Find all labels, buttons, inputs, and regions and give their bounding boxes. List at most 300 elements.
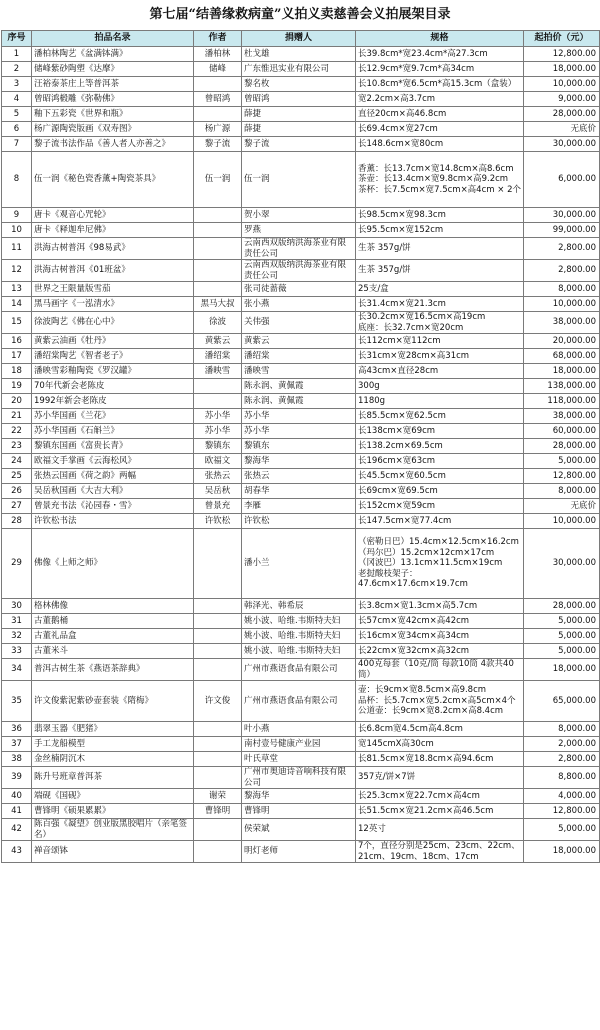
cell-donor: 广东惟迅实业有限公司: [242, 62, 356, 77]
cell-author: [194, 77, 242, 92]
cell-author: 苏小华: [194, 409, 242, 424]
cell-start-price: 4,000.00: [524, 789, 600, 804]
cell-start-price: 2,000.00: [524, 737, 600, 752]
cell-no: 37: [2, 737, 32, 752]
cell-donor: 侯荣斌: [242, 819, 356, 841]
cell-item-name: 汪裕泰茶庄上等普洱茶: [32, 77, 194, 92]
cell-item-name: 釉下五彩瓷《世界和瓶》: [32, 107, 194, 122]
cell-specs: 生茶 357g/饼: [356, 260, 524, 282]
cell-author: [194, 659, 242, 681]
cell-specs: 长39.8cm*宽23.4cm*高27.3cm: [356, 47, 524, 62]
cell-no: 6: [2, 122, 32, 137]
cell-specs: 长85.5cm×宽62.5cm: [356, 409, 524, 424]
cell-item-name: 古董鹅桶: [32, 614, 194, 629]
cell-author: 吴岳秋: [194, 484, 242, 499]
cell-item-name: 黎镇东国画《富贵长青》: [32, 439, 194, 454]
cell-specs: 长98.5cm×宽98.3cm: [356, 208, 524, 223]
cell-specs: 长30.2cm×宽16.5cm×高19cm 底座：长32.7cm×宽20cm: [356, 312, 524, 334]
cell-donor: 关伟强: [242, 312, 356, 334]
cell-item-name: 陈百强《凝望》创业版黑胶唱片（亲笔签名）: [32, 819, 194, 841]
cell-donor: 薛捷: [242, 122, 356, 137]
cell-author: 潘柏林: [194, 47, 242, 62]
cell-author: 欧福文: [194, 454, 242, 469]
cell-no: 33: [2, 644, 32, 659]
table-row: [2, 737, 600, 752]
table-row: [2, 152, 600, 208]
cell-start-price: 5,000.00: [524, 614, 600, 629]
cell-item-name: 曾昭鸿椴雕《弥勒佛》: [32, 92, 194, 107]
cell-start-price: 8,000.00: [524, 722, 600, 737]
cell-author: [194, 107, 242, 122]
table-row: [2, 424, 600, 439]
table-row: [2, 499, 600, 514]
table-row: [2, 629, 600, 644]
table-row: [2, 644, 600, 659]
cell-no: 2: [2, 62, 32, 77]
cell-specs: 长196cm×宽63cm: [356, 454, 524, 469]
cell-author: 许钦松: [194, 514, 242, 529]
table-row: [2, 514, 600, 529]
cell-specs: 香薰：长13.7cm×宽14.8cm×高8.6cm 茶壶：长13.4cm×宽9.8cm×高9.2cm 茶杯：长7.5cm×宽7.5cm×高4cm × 2个: [356, 152, 524, 208]
cell-donor: 黄紫云: [242, 334, 356, 349]
cell-item-name: 1992年新会老陈皮: [32, 394, 194, 409]
cell-donor: 黎子流: [242, 137, 356, 152]
cell-no: 11: [2, 238, 32, 260]
cell-author: [194, 223, 242, 238]
cell-item-name: 黑马画字《一泓清水》: [32, 297, 194, 312]
cell-item-name: 手工龙船模型: [32, 737, 194, 752]
cell-author: 曾景充: [194, 499, 242, 514]
cell-no: 38: [2, 752, 32, 767]
table-row: [2, 789, 600, 804]
cell-donor: 罗燕: [242, 223, 356, 238]
cell-no: 41: [2, 804, 32, 819]
cell-author: 黎子流: [194, 137, 242, 152]
cell-start-price: 2,800.00: [524, 260, 600, 282]
cell-no: 35: [2, 681, 32, 722]
cell-specs: 长69cm×宽69.5cm: [356, 484, 524, 499]
cell-donor: 胡春华: [242, 484, 356, 499]
cell-specs: 长10.8cm*宽6.5cm*高15.3cm（盒装）: [356, 77, 524, 92]
cell-author: 黎镇东: [194, 439, 242, 454]
cell-specs: 长25.3cm×宽22.7cm×高4cm: [356, 789, 524, 804]
table-row: [2, 364, 600, 379]
cell-start-price: 12,800.00: [524, 469, 600, 484]
cell-donor: 明灯老师: [242, 841, 356, 863]
cell-no: 31: [2, 614, 32, 629]
table-row: [2, 804, 600, 819]
table-row: [2, 659, 600, 681]
cell-start-price: 2,800.00: [524, 752, 600, 767]
cell-item-name: 潘绍棠陶艺《智者老子》: [32, 349, 194, 364]
cell-author: 谢荣: [194, 789, 242, 804]
cell-author: 黄紫云: [194, 334, 242, 349]
table-row: [2, 819, 600, 841]
cell-specs: 直径20cm×高46.8cm: [356, 107, 524, 122]
cell-specs: 300g: [356, 379, 524, 394]
table-row: [2, 767, 600, 789]
cell-donor: 曾昭鸿: [242, 92, 356, 107]
cell-author: 储峰: [194, 62, 242, 77]
cell-no: 15: [2, 312, 32, 334]
cell-author: [194, 260, 242, 282]
cell-author: [194, 629, 242, 644]
cell-start-price: 9,000.00: [524, 92, 600, 107]
cell-author: 曹锋明: [194, 804, 242, 819]
cell-no: 7: [2, 137, 32, 152]
cell-no: 5: [2, 107, 32, 122]
cell-start-price: 10,000.00: [524, 514, 600, 529]
cell-donor: 潘小兰: [242, 529, 356, 599]
cell-start-price: 12,800.00: [524, 804, 600, 819]
table-row: [2, 439, 600, 454]
cell-donor: 伍一润: [242, 152, 356, 208]
cell-start-price: 60,000.00: [524, 424, 600, 439]
cell-specs: 长152cm×宽59cm: [356, 499, 524, 514]
cell-donor: 姚小波、哈维.韦斯特夫妇: [242, 644, 356, 659]
cell-specs: 长147.5cm×宽77.4cm: [356, 514, 524, 529]
cell-author: [194, 614, 242, 629]
auction-catalog-table: [1, 30, 600, 863]
cell-item-name: 张热云国画《荷之韵》两幅: [32, 469, 194, 484]
cell-author: 潘绍棠: [194, 349, 242, 364]
cell-specs: 生茶 357g/饼: [356, 238, 524, 260]
header-no: 序号: [2, 31, 32, 47]
table-row: [2, 47, 600, 62]
page-title: 第七届“结善缘救病童”义拍义卖慈善会义拍展架目录: [149, 7, 451, 22]
cell-item-name: 欧福文手掌画《云海松风》: [32, 454, 194, 469]
cell-donor: 张小燕: [242, 297, 356, 312]
cell-no: 13: [2, 282, 32, 297]
cell-author: 苏小华: [194, 424, 242, 439]
cell-donor: 张司徒蔷薇: [242, 282, 356, 297]
cell-start-price: 28,000.00: [524, 107, 600, 122]
cell-donor: 潘映雪: [242, 364, 356, 379]
cell-no: 26: [2, 484, 32, 499]
cell-start-price: 12,800.00: [524, 47, 600, 62]
cell-start-price: 18,000.00: [524, 659, 600, 681]
cell-donor: 广州市燕语食品有限公司: [242, 659, 356, 681]
cell-item-name: 曹锋明《硕果累累》: [32, 804, 194, 819]
cell-specs: 长138cm×宽69cm: [356, 424, 524, 439]
table-row: [2, 223, 600, 238]
table-row: [2, 841, 600, 863]
table-header-row: [2, 31, 600, 47]
cell-item-name: 古董米斗: [32, 644, 194, 659]
cell-author: [194, 841, 242, 863]
cell-item-name: 金丝楠阴沉木: [32, 752, 194, 767]
table-row: [2, 334, 600, 349]
cell-specs: 长57cm×宽42cm×高42cm: [356, 614, 524, 629]
cell-item-name: 普洱古树生茶《燕语茶辞典》: [32, 659, 194, 681]
table-row: [2, 312, 600, 334]
cell-donor: 许钦松: [242, 514, 356, 529]
cell-no: 36: [2, 722, 32, 737]
cell-donor: 叶氏草堂: [242, 752, 356, 767]
cell-no: 34: [2, 659, 32, 681]
cell-donor: 叶小燕: [242, 722, 356, 737]
cell-start-price: 68,000.00: [524, 349, 600, 364]
table-row: [2, 349, 600, 364]
cell-specs: （密勒日巴）15.4cm×12.5cm×16.2cm （玛尔巴）15.2cm×12cm×17cm （冈波巴）13.1cm×11.5cm×19cm 老挝酸枝架子： 47.6cm×17.6cm×19.7cm: [356, 529, 524, 599]
cell-no: 3: [2, 77, 32, 92]
table-row: [2, 62, 600, 77]
cell-specs: 长95.5cm×宽152cm: [356, 223, 524, 238]
cell-donor: 黎海华: [242, 454, 356, 469]
cell-item-name: 许钦松书法: [32, 514, 194, 529]
cell-no: 43: [2, 841, 32, 863]
cell-start-price: 38,000.00: [524, 409, 600, 424]
cell-donor: 薛捷: [242, 107, 356, 122]
cell-no: 25: [2, 469, 32, 484]
cell-no: 39: [2, 767, 32, 789]
cell-start-price: 28,000.00: [524, 439, 600, 454]
cell-start-price: 30,000.00: [524, 208, 600, 223]
table-row: [2, 722, 600, 737]
cell-author: [194, 752, 242, 767]
cell-donor: 广州市燕语食品有限公司: [242, 681, 356, 722]
cell-donor: 云南西双版纳洪海茶业有限责任公司: [242, 260, 356, 282]
cell-specs: 7个，直径分别是25cm、23cm、22cm、21cm、19cm、18cm、17cm: [356, 841, 524, 863]
cell-item-name: 黎子流书法作品《善人者人亦善之》: [32, 137, 194, 152]
cell-item-name: 佛像《上师之师》: [32, 529, 194, 599]
cell-specs: 壶：长9cm×宽8.5cm×高9.8cm 品杯：长5.7cm×宽5.2cm×高5cm×4个 公道壶：长9cm×宽8.2cm×高8.4cm: [356, 681, 524, 722]
cell-author: 黑马大叔: [194, 297, 242, 312]
table-row: [2, 469, 600, 484]
cell-donor: 陈永润、黄佩霞: [242, 379, 356, 394]
cell-author: [194, 722, 242, 737]
cell-donor: 李雁: [242, 499, 356, 514]
table-row: [2, 238, 600, 260]
cell-specs: 25支/盒: [356, 282, 524, 297]
cell-donor: 苏小华: [242, 409, 356, 424]
table-row: [2, 409, 600, 424]
cell-specs: 长12.9cm*宽9.7cm*高34cm: [356, 62, 524, 77]
cell-start-price: 30,000.00: [524, 137, 600, 152]
cell-no: 16: [2, 334, 32, 349]
header-start-price: 起拍价（元）: [524, 31, 600, 47]
cell-start-price: 5,000.00: [524, 819, 600, 841]
cell-start-price: 28,000.00: [524, 599, 600, 614]
cell-author: [194, 819, 242, 841]
cell-start-price: 18,000.00: [524, 841, 600, 863]
cell-start-price: 99,000.00: [524, 223, 600, 238]
cell-specs: 长3.8cm×宽1.3cm×高5.7cm: [356, 599, 524, 614]
cell-author: 许文俊: [194, 681, 242, 722]
cell-author: 伍一润: [194, 152, 242, 208]
cell-donor: 黎名枚: [242, 77, 356, 92]
cell-donor: 姚小波、哈维.韦斯特夫妇: [242, 614, 356, 629]
cell-author: [194, 282, 242, 297]
cell-item-name: 陈升号班章普洱茶: [32, 767, 194, 789]
cell-author: 潘映雪: [194, 364, 242, 379]
cell-specs: 高43cm×直径28cm: [356, 364, 524, 379]
cell-specs: 长138.2cm×69.5cm: [356, 439, 524, 454]
cell-item-name: 潘柏林陶艺《盆满钵满》: [32, 47, 194, 62]
cell-specs: 长51.5cm×宽21.2cm×高46.5cm: [356, 804, 524, 819]
table-row: [2, 614, 600, 629]
cell-item-name: 徐波陶艺《佛在心中》: [32, 312, 194, 334]
cell-donor: 广州市奥迪诗音响科技有限公司: [242, 767, 356, 789]
cell-no: 1: [2, 47, 32, 62]
cell-specs: 长112cm×宽112cm: [356, 334, 524, 349]
cell-start-price: 5,000.00: [524, 629, 600, 644]
table-row: [2, 137, 600, 152]
cell-specs: 12英寸: [356, 819, 524, 841]
cell-specs: 长45.5cm×宽60.5cm: [356, 469, 524, 484]
cell-specs: 长6.8cm宽4.5cm高4.8cm: [356, 722, 524, 737]
cell-author: [194, 208, 242, 223]
cell-author: 杨广源: [194, 122, 242, 137]
cell-author: 张热云: [194, 469, 242, 484]
cell-no: 9: [2, 208, 32, 223]
cell-specs: 1180g: [356, 394, 524, 409]
cell-item-name: 潘映雪彩釉陶瓷《罗汉罐》: [32, 364, 194, 379]
cell-start-price: 10,000.00: [524, 77, 600, 92]
cell-no: 23: [2, 439, 32, 454]
cell-author: [194, 394, 242, 409]
cell-item-name: 唐卡《释迦牟尼佛》: [32, 223, 194, 238]
cell-donor: 黎海华: [242, 789, 356, 804]
cell-no: 17: [2, 349, 32, 364]
cell-donor: 贺小翠: [242, 208, 356, 223]
cell-no: 18: [2, 364, 32, 379]
cell-item-name: 黄紫云油画《牡丹》: [32, 334, 194, 349]
cell-start-price: 2,800.00: [524, 238, 600, 260]
cell-author: 曾昭鸿: [194, 92, 242, 107]
cell-donor: 潘绍棠: [242, 349, 356, 364]
cell-donor: 曹锋明: [242, 804, 356, 819]
cell-start-price: 5,000.00: [524, 454, 600, 469]
cell-specs: 长81.5cm×宽18.8cm×高94.6cm: [356, 752, 524, 767]
cell-no: 12: [2, 260, 32, 282]
cell-item-name: 70年代新会老陈皮: [32, 379, 194, 394]
cell-donor: 陈永润、黄佩霞: [242, 394, 356, 409]
cell-start-price: 6,000.00: [524, 152, 600, 208]
cell-start-price: 10,000.00: [524, 297, 600, 312]
cell-specs: 长16cm×宽34cm×高34cm: [356, 629, 524, 644]
cell-item-name: 世界之王限量版雪茄: [32, 282, 194, 297]
cell-donor: 韩泽光、韩希辰: [242, 599, 356, 614]
table-row: [2, 681, 600, 722]
cell-start-price: 18,000.00: [524, 62, 600, 77]
cell-no: 42: [2, 819, 32, 841]
cell-item-name: 杨广源陶瓷版画《双寿图》: [32, 122, 194, 137]
cell-specs: 宽2.2cm×高3.7cm: [356, 92, 524, 107]
cell-item-name: 苏小华国画《石斛兰》: [32, 424, 194, 439]
cell-specs: 长31cm×宽28cm×高31cm: [356, 349, 524, 364]
cell-no: 4: [2, 92, 32, 107]
cell-start-price: 18,000.00: [524, 364, 600, 379]
cell-author: [194, 737, 242, 752]
table-row: [2, 297, 600, 312]
table-row: [2, 208, 600, 223]
cell-item-name: 许文俊紫泥紫砂壶套装《隋梅》: [32, 681, 194, 722]
cell-item-name: 曾景充书法《沁园春・雪》: [32, 499, 194, 514]
cell-author: [194, 238, 242, 260]
cell-no: 21: [2, 409, 32, 424]
cell-item-name: 格林佛像: [32, 599, 194, 614]
cell-no: 30: [2, 599, 32, 614]
cell-donor: 张热云: [242, 469, 356, 484]
cell-item-name: 储峰紫砂陶塑《达摩》: [32, 62, 194, 77]
cell-start-price: 无底价: [524, 499, 600, 514]
cell-item-name: 翡翠玉器《肥猪》: [32, 722, 194, 737]
table-row: [2, 454, 600, 469]
header-item-name: 拍品名录: [32, 31, 194, 47]
table-row: [2, 122, 600, 137]
table-row: [2, 260, 600, 282]
cell-start-price: 138,000.00: [524, 379, 600, 394]
cell-author: [194, 379, 242, 394]
table-row: [2, 282, 600, 297]
cell-item-name: 唐卡《观音心咒轮》: [32, 208, 194, 223]
cell-author: [194, 599, 242, 614]
cell-specs: 宽145cmX高30cm: [356, 737, 524, 752]
cell-no: 27: [2, 499, 32, 514]
table-row: [2, 92, 600, 107]
cell-no: 29: [2, 529, 32, 599]
table-row: [2, 107, 600, 122]
table-row: [2, 752, 600, 767]
cell-donor: 姚小波、哈维.韦斯特夫妇: [242, 629, 356, 644]
cell-donor: 苏小华: [242, 424, 356, 439]
cell-item-name: 苏小华国画《兰花》: [32, 409, 194, 424]
table-row: [2, 529, 600, 599]
cell-donor: 黎镇东: [242, 439, 356, 454]
cell-specs: 400克每套（10克/筒 每款10筒 4款共40筒）: [356, 659, 524, 681]
cell-author: [194, 529, 242, 599]
cell-item-name: 洪海古树普洱《98易武》: [32, 238, 194, 260]
table-row: [2, 484, 600, 499]
cell-start-price: 118,000.00: [524, 394, 600, 409]
cell-no: 24: [2, 454, 32, 469]
cell-no: 22: [2, 424, 32, 439]
cell-no: 10: [2, 223, 32, 238]
table-row: [2, 599, 600, 614]
table-row: [2, 394, 600, 409]
cell-donor: 云南西双版纳洪海茶业有限责任公司: [242, 238, 356, 260]
cell-specs: 长31.4cm×宽21.3cm: [356, 297, 524, 312]
cell-no: 8: [2, 152, 32, 208]
cell-donor: 杜戈雄: [242, 47, 356, 62]
cell-item-name: 禅音颂钵: [32, 841, 194, 863]
cell-start-price: 8,800.00: [524, 767, 600, 789]
cell-start-price: 8,000.00: [524, 282, 600, 297]
cell-start-price: 20,000.00: [524, 334, 600, 349]
cell-no: 14: [2, 297, 32, 312]
table-body: [2, 47, 600, 863]
cell-start-price: 无底价: [524, 122, 600, 137]
cell-item-name: 端砚《国砚》: [32, 789, 194, 804]
cell-specs: 长22cm×宽32cm×高32cm: [356, 644, 524, 659]
cell-no: 40: [2, 789, 32, 804]
cell-item-name: 古董礼品盒: [32, 629, 194, 644]
cell-item-name: 伍一润《秘色瓷香薰+陶瓷茶具》: [32, 152, 194, 208]
cell-author: [194, 644, 242, 659]
cell-item-name: 洪海古树普洱《01班盆》: [32, 260, 194, 282]
cell-start-price: 30,000.00: [524, 529, 600, 599]
cell-specs: 357克/饼×7饼: [356, 767, 524, 789]
cell-donor: 南村壹号健康产业园: [242, 737, 356, 752]
cell-no: 19: [2, 379, 32, 394]
cell-start-price: 8,000.00: [524, 484, 600, 499]
header-specs: 规格: [356, 31, 524, 47]
cell-no: 20: [2, 394, 32, 409]
cell-start-price: 65,000.00: [524, 681, 600, 722]
table-row: [2, 77, 600, 92]
cell-author: [194, 767, 242, 789]
